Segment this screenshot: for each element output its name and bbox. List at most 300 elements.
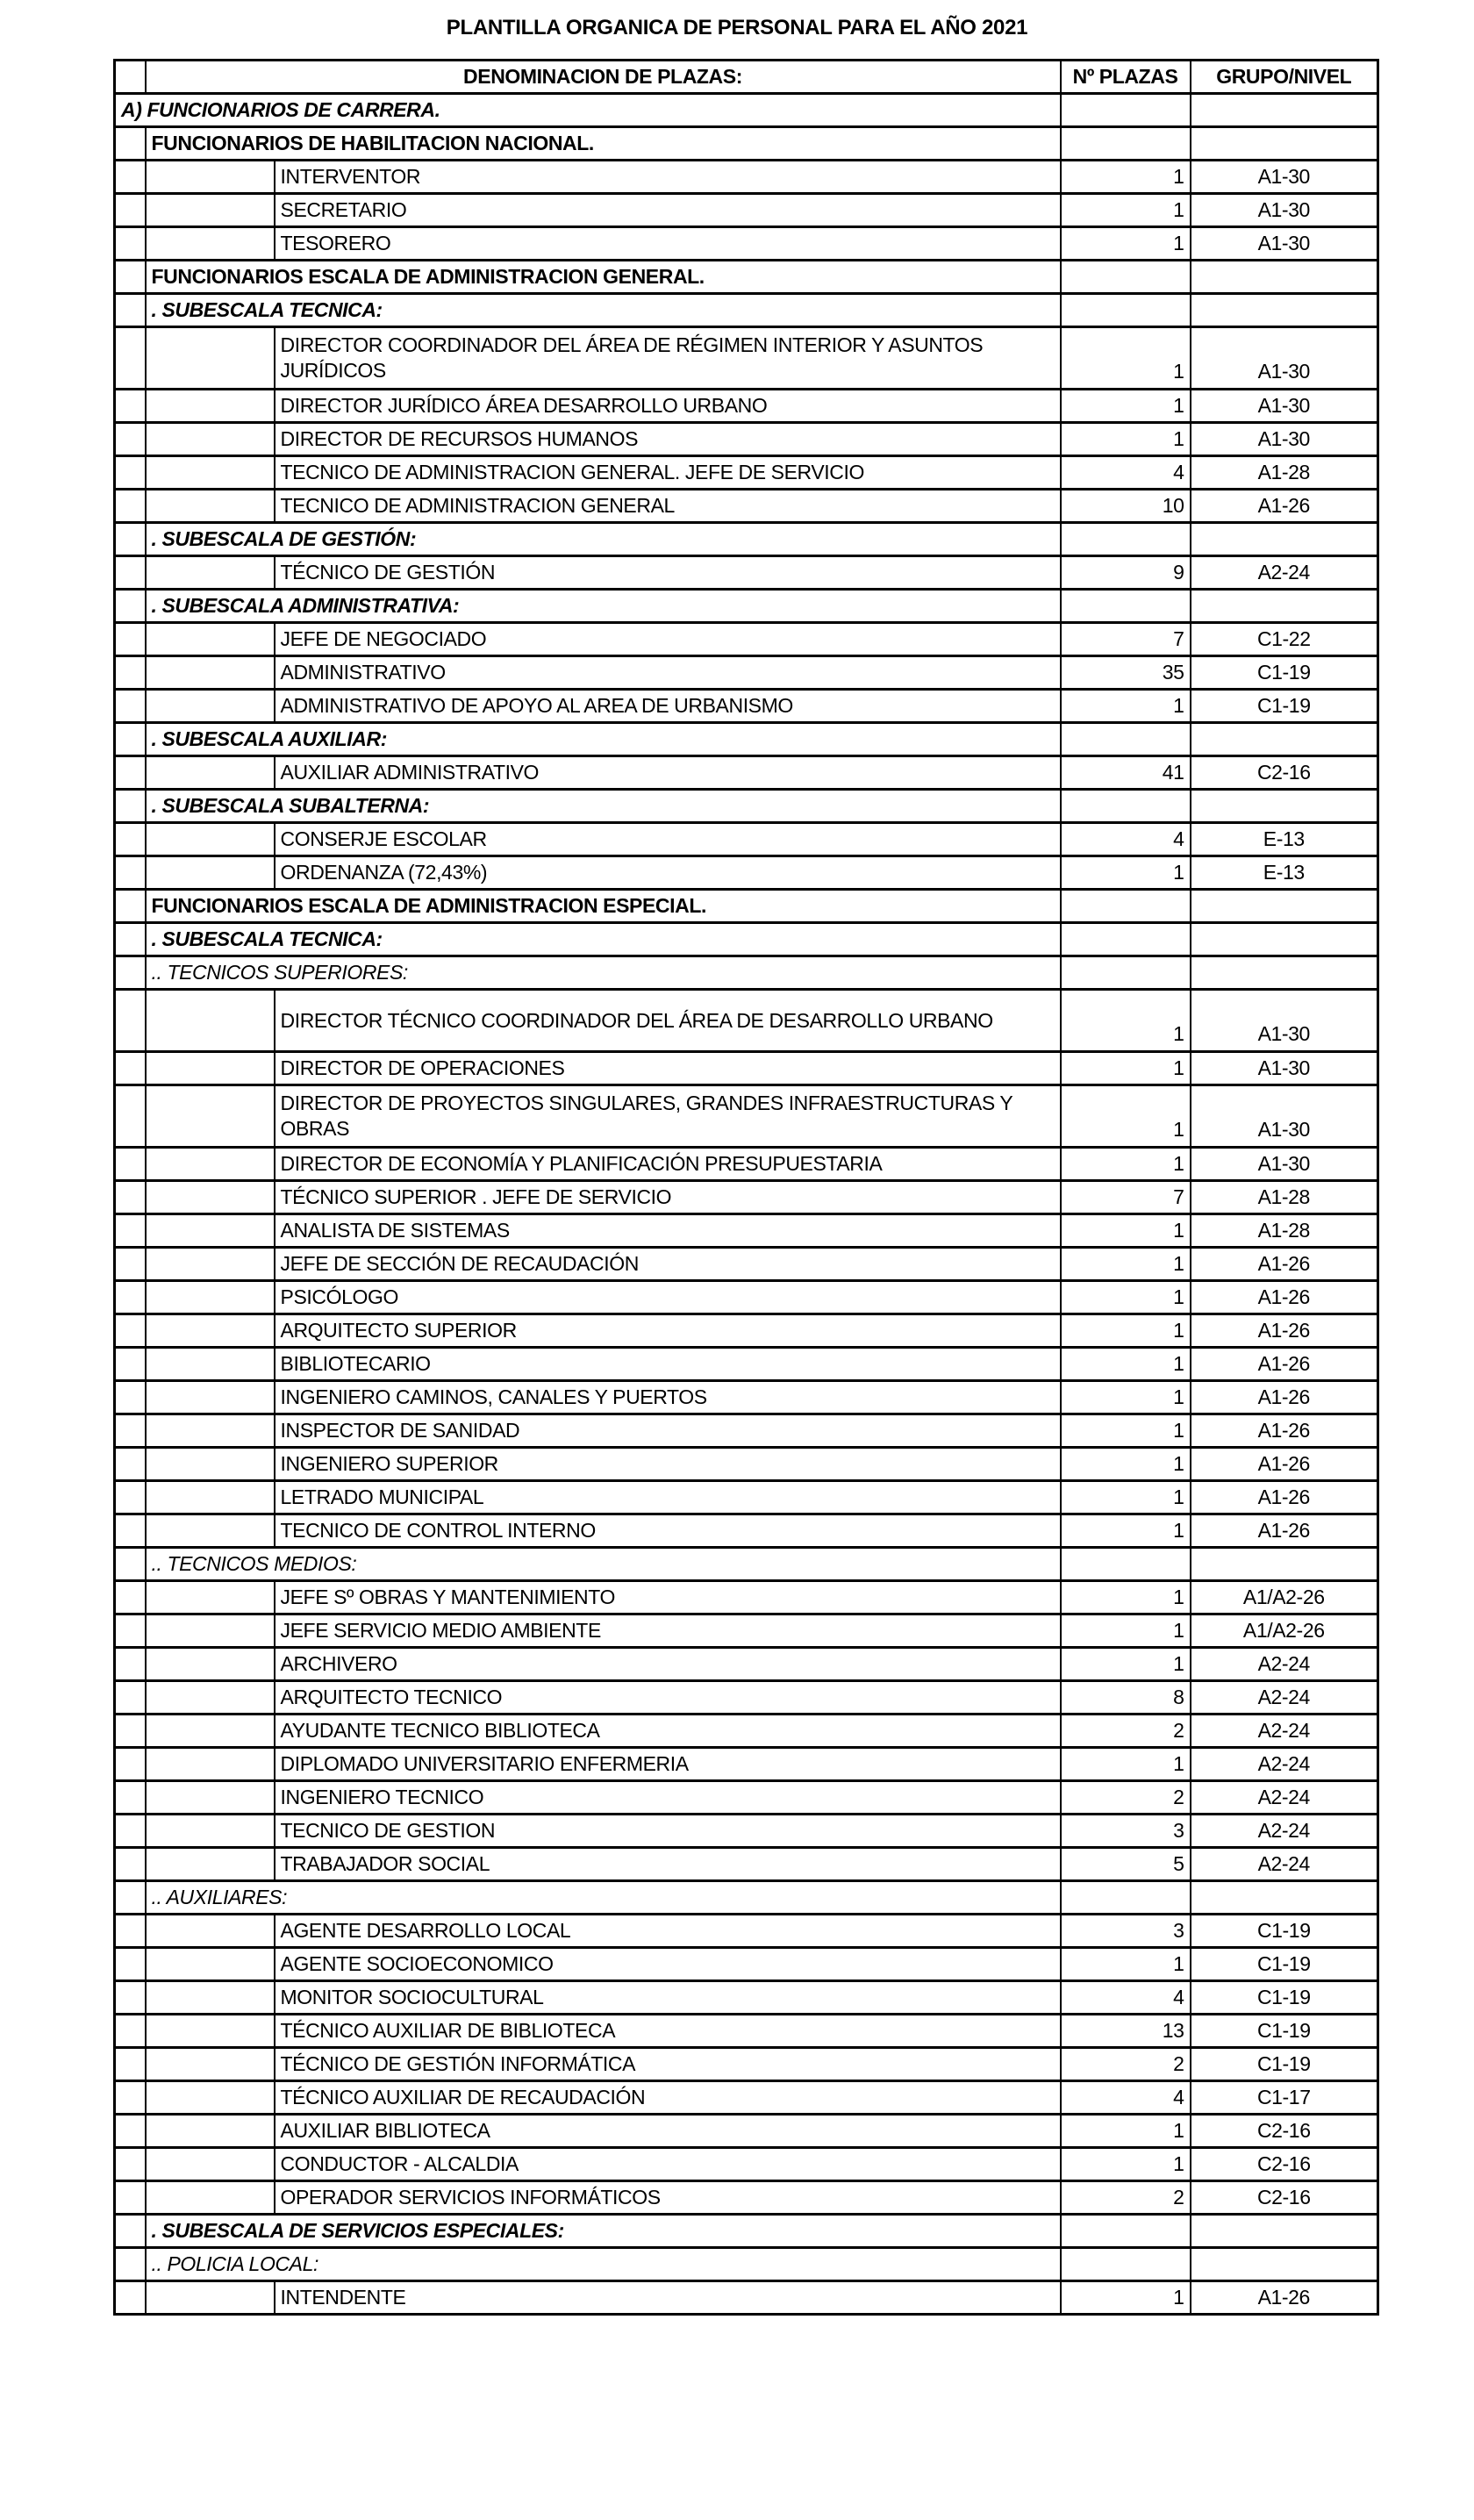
blank-cell <box>115 590 146 623</box>
section-row <box>115 2248 1378 2281</box>
plaza-name: TRABAJADOR SOCIAL <box>275 1848 1061 1881</box>
table-row <box>115 2115 1378 2148</box>
table-row <box>115 1948 1378 1981</box>
blank-cell <box>1191 523 1378 556</box>
section-row <box>115 1548 1378 1581</box>
blank-cell <box>146 423 275 456</box>
blank-cell <box>146 2081 275 2115</box>
plaza-count: 1 <box>1061 1414 1191 1448</box>
plaza-count: 1 <box>1061 227 1191 261</box>
plaza-count: 1 <box>1061 1448 1191 1481</box>
plaza-name: AUXILIAR ADMINISTRATIVO <box>275 756 1061 790</box>
blank-cell <box>115 1052 146 1085</box>
table-row <box>115 1614 1378 1648</box>
blank-cell <box>1061 790 1191 823</box>
plaza-count: 35 <box>1061 656 1191 690</box>
blank-cell <box>115 194 146 227</box>
plaza-group: A1-26 <box>1191 1514 1378 1548</box>
blank-cell <box>1191 790 1378 823</box>
blank-cell <box>1191 127 1378 161</box>
blank-cell <box>146 2015 275 2048</box>
blank-cell <box>115 1281 146 1314</box>
blank-cell <box>146 1815 275 1848</box>
blank-cell <box>115 1748 146 1781</box>
plaza-group: C1-19 <box>1191 1915 1378 1948</box>
table-row <box>115 1085 1378 1148</box>
blank-cell <box>115 1915 146 1948</box>
blank-cell <box>115 1348 146 1381</box>
blank-cell <box>115 294 146 327</box>
plaza-name: INTERVENTOR <box>275 161 1061 194</box>
plaza-count: 1 <box>1061 1748 1191 1781</box>
blank-cell <box>146 1981 275 2015</box>
plaza-count: 7 <box>1061 623 1191 656</box>
plaza-group: A2-24 <box>1191 1715 1378 1748</box>
blank-cell <box>115 556 146 590</box>
table-row <box>115 1181 1378 1214</box>
table-row <box>115 2081 1378 2115</box>
section-heading: FUNCIONARIOS ESCALA DE ADMINISTRACION GENERAL. <box>146 261 1061 294</box>
plaza-name: JEFE Sº OBRAS Y MANTENIMIENTO <box>275 1581 1061 1614</box>
blank-cell <box>115 856 146 890</box>
blank-cell <box>1191 294 1378 327</box>
plaza-group: A2-24 <box>1191 1815 1378 1848</box>
table-row <box>115 2181 1378 2215</box>
plaza-count: 4 <box>1061 456 1191 490</box>
blank-cell <box>115 923 146 956</box>
blank-cell <box>115 1881 146 1915</box>
table-row <box>115 1248 1378 1281</box>
blank-cell <box>1061 1548 1191 1581</box>
blank-cell <box>115 161 146 194</box>
blank-cell <box>1061 590 1191 623</box>
plaza-group: C1-19 <box>1191 1981 1378 2015</box>
blank-cell <box>146 194 275 227</box>
blank-cell <box>115 1581 146 1614</box>
blank-cell <box>146 390 275 423</box>
plaza-count: 1 <box>1061 856 1191 890</box>
blank-cell <box>146 1085 275 1148</box>
table-row <box>115 1148 1378 1181</box>
plaza-group: A1-30 <box>1191 423 1378 456</box>
blank-cell <box>146 1748 275 1781</box>
plaza-name: JEFE DE SECCIÓN DE RECAUDACIÓN <box>275 1248 1061 1281</box>
blank-cell <box>1061 1881 1191 1915</box>
table-row <box>115 1581 1378 1614</box>
plaza-count: 1 <box>1061 390 1191 423</box>
blank-cell <box>146 1148 275 1181</box>
plaza-name: DIRECTOR JURÍDICO ÁREA DESARROLLO URBANO <box>275 390 1061 423</box>
blank-cell <box>115 1715 146 1748</box>
section-row <box>115 923 1378 956</box>
blank-cell <box>146 990 275 1052</box>
blank-cell <box>115 623 146 656</box>
table-row <box>115 1681 1378 1715</box>
blank-cell <box>115 723 146 756</box>
blank-cell <box>115 1681 146 1715</box>
plaza-group: A1-30 <box>1191 990 1378 1052</box>
plaza-name: TÉCNICO DE GESTIÓN <box>275 556 1061 590</box>
blank-cell <box>146 856 275 890</box>
plaza-name: TÉCNICO SUPERIOR . JEFE DE SERVICIO <box>275 1181 1061 1214</box>
blank-cell <box>1061 723 1191 756</box>
plaza-name: ADMINISTRATIVO DE APOYO AL AREA DE URBANISMO <box>275 690 1061 723</box>
plaza-name: BIBLIOTECARIO <box>275 1348 1061 1381</box>
blank-cell <box>115 1548 146 1581</box>
section-row <box>115 523 1378 556</box>
blank-cell <box>146 1481 275 1514</box>
section-row <box>115 890 1378 923</box>
blank-cell <box>146 756 275 790</box>
blank-cell <box>115 956 146 990</box>
table-row <box>115 2048 1378 2081</box>
table-row <box>115 194 1378 227</box>
plaza-name: INSPECTOR DE SANIDAD <box>275 1414 1061 1448</box>
section-row <box>115 1881 1378 1915</box>
plaza-name: PSICÓLOGO <box>275 1281 1061 1314</box>
section-heading: . SUBESCALA DE GESTIÓN: <box>146 523 1061 556</box>
blank-cell <box>115 690 146 723</box>
blank-cell <box>115 2181 146 2215</box>
section-heading: . SUBESCALA TECNICA: <box>146 294 1061 327</box>
plaza-name: DIPLOMADO UNIVERSITARIO ENFERMERIA <box>275 1748 1061 1781</box>
plaza-group: E-13 <box>1191 856 1378 890</box>
plaza-name: TECNICO DE CONTROL INTERNO <box>275 1514 1061 1548</box>
blank-cell <box>146 2181 275 2215</box>
table-row <box>115 1214 1378 1248</box>
plaza-count: 2 <box>1061 2048 1191 2081</box>
blank-cell <box>146 1248 275 1281</box>
plaza-count: 10 <box>1061 490 1191 523</box>
plaza-name: LETRADO MUNICIPAL <box>275 1481 1061 1514</box>
blank-cell <box>115 2248 146 2281</box>
blank-cell <box>115 261 146 294</box>
plaza-name: INGENIERO SUPERIOR <box>275 1448 1061 1481</box>
plaza-count: 1 <box>1061 1481 1191 1514</box>
table-row <box>115 1781 1378 1815</box>
plaza-name: DIRECTOR DE RECURSOS HUMANOS <box>275 423 1061 456</box>
plaza-name: TECNICO DE ADMINISTRACION GENERAL. JEFE DE SERVICIO <box>275 456 1061 490</box>
blank-cell <box>146 1348 275 1381</box>
plaza-group: A1-28 <box>1191 1214 1378 1248</box>
plaza-count: 1 <box>1061 327 1191 390</box>
blank-cell <box>146 1681 275 1715</box>
table-row <box>115 490 1378 523</box>
blank-cell <box>115 1448 146 1481</box>
page-title: PLANTILLA ORGANICA DE PERSONAL PARA EL AÑO 2021 <box>446 16 1028 39</box>
plaza-count: 1 <box>1061 990 1191 1052</box>
plaza-count: 1 <box>1061 1314 1191 1348</box>
plaza-name: TESORERO <box>275 227 1061 261</box>
blank-cell <box>146 1214 275 1248</box>
plaza-name: TÉCNICO AUXILIAR DE RECAUDACIÓN <box>275 2081 1061 2115</box>
plaza-name: ORDENANZA (72,43%) <box>275 856 1061 890</box>
table-row <box>115 556 1378 590</box>
table-row <box>115 1314 1378 1348</box>
plaza-count: 1 <box>1061 1348 1191 1381</box>
blank-cell <box>146 1181 275 1214</box>
blank-cell <box>146 1948 275 1981</box>
section-heading: . SUBESCALA AUXILIAR: <box>146 723 1061 756</box>
plaza-group: A1-26 <box>1191 1348 1378 1381</box>
blank-cell <box>1191 1881 1378 1915</box>
table-row <box>115 823 1378 856</box>
plaza-count: 1 <box>1061 1214 1191 1248</box>
plaza-count: 1 <box>1061 2281 1191 2315</box>
table-row <box>115 2281 1378 2315</box>
plaza-name: ARQUITECTO SUPERIOR <box>275 1314 1061 1348</box>
blank-cell <box>115 61 146 94</box>
plaza-group: A2-24 <box>1191 1848 1378 1881</box>
blank-cell <box>146 1514 275 1548</box>
table-row <box>115 2148 1378 2181</box>
blank-cell <box>115 756 146 790</box>
plaza-count: 1 <box>1061 2148 1191 2181</box>
blank-cell <box>146 2048 275 2081</box>
blank-cell <box>146 1648 275 1681</box>
plaza-count: 1 <box>1061 194 1191 227</box>
plaza-name: DIRECTOR COORDINADOR DEL ÁREA DE RÉGIMEN INTERIOR Y ASUNTOS JURÍDICOS <box>275 327 1061 390</box>
section-heading: . SUBESCALA SUBALTERNA: <box>146 790 1061 823</box>
blank-cell <box>115 2015 146 2048</box>
plaza-group: A1-26 <box>1191 1281 1378 1314</box>
blank-cell <box>146 1581 275 1614</box>
plaza-count: 7 <box>1061 1181 1191 1214</box>
table-row <box>115 656 1378 690</box>
plaza-name: CONDUCTOR - ALCALDIA <box>275 2148 1061 2181</box>
blank-cell <box>115 1148 146 1181</box>
blank-cell <box>115 1514 146 1548</box>
blank-cell <box>1061 261 1191 294</box>
table-row <box>115 1715 1378 1748</box>
blank-cell <box>115 2281 146 2315</box>
plaza-name: AUXILIAR BIBLIOTECA <box>275 2115 1061 2148</box>
section-row <box>115 590 1378 623</box>
blank-cell <box>1191 1548 1378 1581</box>
blank-cell <box>115 1248 146 1281</box>
section-heading: . SUBESCALA ADMINISTRATIVA: <box>146 590 1061 623</box>
blank-cell <box>146 1448 275 1481</box>
section-heading: FUNCIONARIOS DE HABILITACION NACIONAL. <box>146 127 1061 161</box>
table-row <box>115 1981 1378 2015</box>
table-row <box>115 1052 1378 1085</box>
plaza-group: C2-16 <box>1191 756 1378 790</box>
plaza-name: DIRECTOR DE PROYECTOS SINGULARES, GRANDES INFRAESTRUCTURAS Y OBRAS <box>275 1085 1061 1148</box>
plaza-group: A1-30 <box>1191 1148 1378 1181</box>
blank-cell <box>115 1948 146 1981</box>
table-row <box>115 1481 1378 1514</box>
plaza-group: A1-26 <box>1191 1448 1378 1481</box>
blank-cell <box>1191 956 1378 990</box>
blank-cell <box>115 790 146 823</box>
plaza-group: A1-30 <box>1191 194 1378 227</box>
blank-cell <box>115 1181 146 1214</box>
section-heading: FUNCIONARIOS ESCALA DE ADMINISTRACION ESPECIAL. <box>146 890 1061 923</box>
blank-cell <box>146 556 275 590</box>
blank-cell <box>146 1715 275 1748</box>
plaza-name: TECNICO DE ADMINISTRACION GENERAL <box>275 490 1061 523</box>
plaza-group: A1-30 <box>1191 390 1378 423</box>
plaza-count: 1 <box>1061 690 1191 723</box>
blank-cell <box>115 1481 146 1514</box>
plaza-group: A2-24 <box>1191 1781 1378 1815</box>
plaza-group: C1-19 <box>1191 2048 1378 2081</box>
blank-cell <box>115 1648 146 1681</box>
blank-cell <box>146 1848 275 1881</box>
plaza-group: C2-16 <box>1191 2148 1378 2181</box>
header-plazas: Nº PLAZAS <box>1061 61 1191 94</box>
section-heading: . SUBESCALA DE SERVICIOS ESPECIALES: <box>146 2215 1061 2248</box>
table-row <box>115 1815 1378 1848</box>
blank-cell <box>1191 590 1378 623</box>
table-row <box>115 690 1378 723</box>
blank-cell <box>146 161 275 194</box>
table-row <box>115 990 1378 1052</box>
blank-cell <box>1191 2248 1378 2281</box>
blank-cell <box>146 690 275 723</box>
plaza-name: AYUDANTE TECNICO BIBLIOTECA <box>275 1715 1061 1748</box>
blank-cell <box>1061 127 1191 161</box>
section-heading: .. TECNICOS SUPERIORES: <box>146 956 1061 990</box>
plaza-count: 1 <box>1061 2115 1191 2148</box>
table-header-row <box>115 61 1378 94</box>
section-row <box>115 2215 1378 2248</box>
plaza-name: INGENIERO CAMINOS, CANALES Y PUERTOS <box>275 1381 1061 1414</box>
blank-cell <box>146 227 275 261</box>
plaza-count: 3 <box>1061 1915 1191 1948</box>
section-heading: . SUBESCALA TECNICA: <box>146 923 1061 956</box>
table-row <box>115 456 1378 490</box>
plaza-count: 1 <box>1061 1648 1191 1681</box>
table-row <box>115 1514 1378 1548</box>
blank-cell <box>115 456 146 490</box>
plaza-group: A2-24 <box>1191 1648 1378 1681</box>
blank-cell <box>146 623 275 656</box>
section-heading: A) FUNCIONARIOS DE CARRERA. <box>115 94 1061 127</box>
plaza-group: A1-26 <box>1191 1414 1378 1448</box>
plaza-group: A1-26 <box>1191 490 1378 523</box>
section-row <box>115 261 1378 294</box>
blank-cell <box>146 2115 275 2148</box>
blank-cell <box>1061 523 1191 556</box>
blank-cell <box>115 1085 146 1148</box>
plaza-name: CONSERJE ESCOLAR <box>275 823 1061 856</box>
table-row <box>115 390 1378 423</box>
header-grupo: GRUPO/NIVEL <box>1191 61 1378 94</box>
plaza-name: JEFE SERVICIO MEDIO AMBIENTE <box>275 1614 1061 1648</box>
plaza-group: A1-30 <box>1191 1085 1378 1148</box>
blank-cell <box>146 1052 275 1085</box>
blank-cell <box>115 127 146 161</box>
plaza-count: 1 <box>1061 1281 1191 1314</box>
blank-cell <box>1191 94 1378 127</box>
plaza-count: 2 <box>1061 1781 1191 1815</box>
blank-cell <box>1061 923 1191 956</box>
blank-cell <box>115 2148 146 2181</box>
plaza-count: 1 <box>1061 1614 1191 1648</box>
blank-cell <box>115 656 146 690</box>
plaza-group: A1-28 <box>1191 1181 1378 1214</box>
table-row <box>115 1414 1378 1448</box>
blank-cell <box>1061 956 1191 990</box>
section-heading: .. TECNICOS MEDIOS: <box>146 1548 1061 1581</box>
plaza-count: 13 <box>1061 2015 1191 2048</box>
table-row <box>115 1348 1378 1381</box>
table-row <box>115 161 1378 194</box>
blank-cell <box>146 1414 275 1448</box>
table-row <box>115 2015 1378 2048</box>
table-row <box>115 423 1378 456</box>
plaza-count: 1 <box>1061 161 1191 194</box>
blank-cell <box>115 1781 146 1815</box>
blank-cell <box>115 1815 146 1848</box>
blank-cell <box>146 490 275 523</box>
blank-cell <box>115 390 146 423</box>
plaza-group: A1-26 <box>1191 1481 1378 1514</box>
table-row <box>115 1748 1378 1781</box>
plaza-count: 41 <box>1061 756 1191 790</box>
blank-cell <box>1061 2215 1191 2248</box>
plaza-count: 1 <box>1061 1948 1191 1981</box>
blank-cell <box>115 2115 146 2148</box>
blank-cell <box>1061 890 1191 923</box>
plaza-count: 4 <box>1061 1981 1191 2015</box>
blank-cell <box>146 1281 275 1314</box>
table-row <box>115 1448 1378 1481</box>
blank-cell <box>115 1314 146 1348</box>
blank-cell <box>146 656 275 690</box>
table-row <box>115 1648 1378 1681</box>
plaza-name: TÉCNICO AUXILIAR DE BIBLIOTECA <box>275 2015 1061 2048</box>
plaza-group: A1-26 <box>1191 1248 1378 1281</box>
plaza-name: INTENDENTE <box>275 2281 1061 2315</box>
blank-cell <box>115 227 146 261</box>
blank-cell <box>115 1381 146 1414</box>
plaza-name: ADMINISTRATIVO <box>275 656 1061 690</box>
table-row <box>115 856 1378 890</box>
plaza-group: A2-24 <box>1191 1748 1378 1781</box>
plaza-group: A1-30 <box>1191 161 1378 194</box>
plaza-name: OPERADOR SERVICIOS INFORMÁTICOS <box>275 2181 1061 2215</box>
plaza-name: TECNICO DE GESTION <box>275 1815 1061 1848</box>
plaza-group: C2-16 <box>1191 2115 1378 2148</box>
plaza-count: 1 <box>1061 1148 1191 1181</box>
plaza-group: C1-19 <box>1191 690 1378 723</box>
plaza-count: 4 <box>1061 2081 1191 2115</box>
plaza-name: AGENTE SOCIOECONOMICO <box>275 1948 1061 1981</box>
section-row <box>115 790 1378 823</box>
plaza-count: 1 <box>1061 1581 1191 1614</box>
table-row <box>115 1915 1378 1948</box>
plaza-count: 1 <box>1061 1052 1191 1085</box>
section-heading: .. AUXILIARES: <box>146 1881 1061 1915</box>
blank-cell <box>115 327 146 390</box>
section-row <box>115 723 1378 756</box>
plaza-count: 1 <box>1061 1514 1191 1548</box>
blank-cell <box>115 1414 146 1448</box>
blank-cell <box>1191 723 1378 756</box>
blank-cell <box>146 327 275 390</box>
blank-cell <box>115 523 146 556</box>
plaza-group: A1-26 <box>1191 1381 1378 1414</box>
blank-cell <box>1061 294 1191 327</box>
table-row <box>115 327 1378 390</box>
plaza-group: A2-24 <box>1191 1681 1378 1715</box>
plaza-group: A2-24 <box>1191 556 1378 590</box>
plaza-group: A1-26 <box>1191 2281 1378 2315</box>
plaza-count: 3 <box>1061 1815 1191 1848</box>
plaza-group: A1-30 <box>1191 327 1378 390</box>
